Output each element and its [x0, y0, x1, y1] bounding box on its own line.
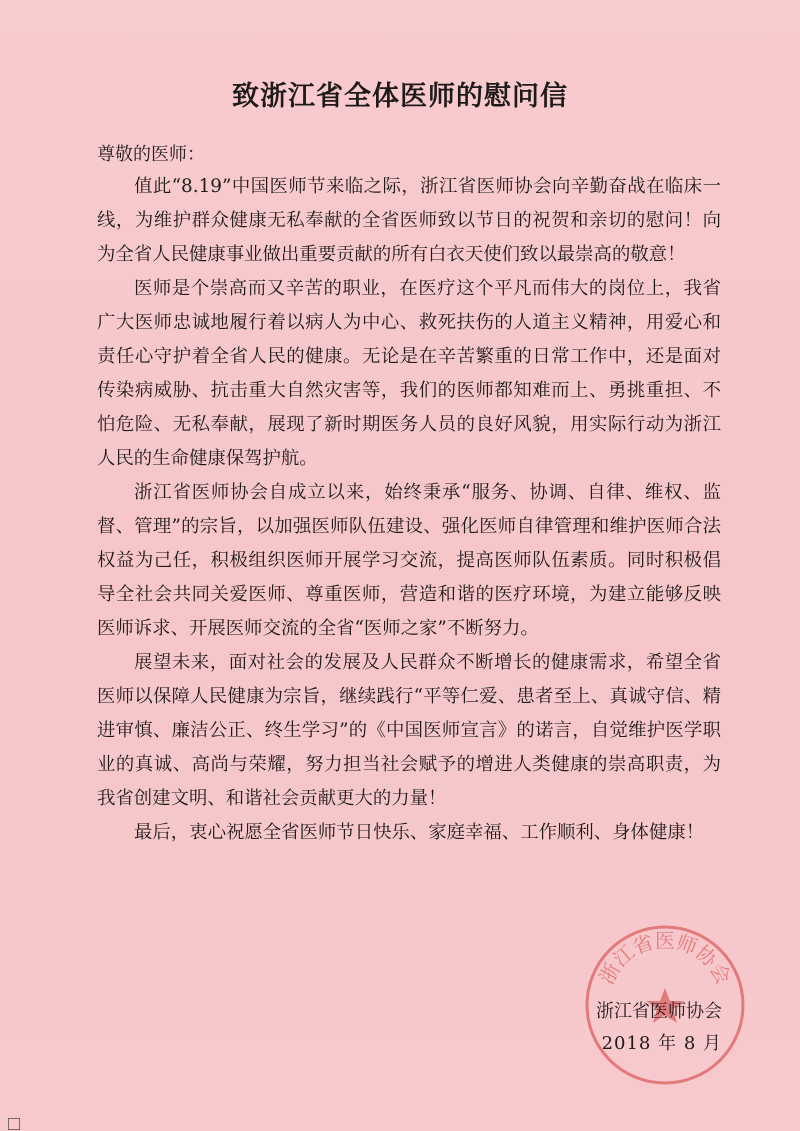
signature-date: 2018 年 8 月: [601, 1033, 722, 1054]
signature-block: [596, 996, 722, 1060]
signature-organization: 浙江省医师协会: [596, 1001, 722, 1022]
scan-corner-mark: [8, 1118, 20, 1130]
paragraph-association: 浙江省医师协会自成立以来，始终秉承“服务、协调、自律、维权、监督、管理”的宗旨，以加强医师队伍建设、强化医师自律管理和维护医师合法权益为己任，积极组织医师开展学习交流，提高医师队伍素质。同时积极倡导全社会共同关爱医师、尊重医师，营造和谐的医疗环境，为建立能够反映医师诉求、开展医师交流的全省“医师之家”不断努力。: [97, 482, 721, 639]
letter-title: 致浙江省全体医师的慰问信: [232, 81, 568, 112]
paragraph-profession: 医师是个崇高而又辛苦的职业，在医疗这个平凡而伟大的岗位上，我省广大医师忠诚地履行着以病人为中心、救死扶伤的人道主义精神，用爱心和责任心守护着全省人民的健康。无论是在辛苦繁重的日常工作中，还是面对传染病威胁、抗击重大自然灾害等，我们的医师都知难而上、勇挑重担、不怕危险、无私奉献，展现了新时期医务人员的良好风貌，用实际行动为浙江人民的生命健康保驾护航。: [97, 278, 721, 469]
letter-body: [97, 170, 721, 850]
salutation: 尊敬的医师：: [97, 144, 205, 165]
paragraph-closing: 最后，衷心祝愿全省医师节日快乐、家庭幸福、工作顺利、身体健康！: [134, 822, 705, 843]
seal-text: 浙江省医师协会: [594, 928, 736, 988]
paragraph-outlook: 展望未来，面对社会的发展及人民群众不断增长的健康需求，希望全省医师以保障人民健康为宗旨，继续践行“平等仁爱、患者至上、真诚守信、精进审慎、廉洁公正、终生学习”的《中国医师宣言》的诺言，自觉维护医学职业的真诚、高尚与荣耀，努力担当社会赋予的增进人类健康的崇高职责，为我省创建文明、和谐社会贡献更大的力量！: [97, 652, 721, 809]
paragraph-greeting: 值此“8.19”中国医师节来临之际，浙江省医师协会向辛勤奋战在临床一线，为维护群众健康无私奉献的全省医师致以节日的祝贺和亲切的慰问！向为全省人民健康事业做出重要贡献的所有白衣天使们致以最崇高的敬意！: [97, 176, 721, 265]
